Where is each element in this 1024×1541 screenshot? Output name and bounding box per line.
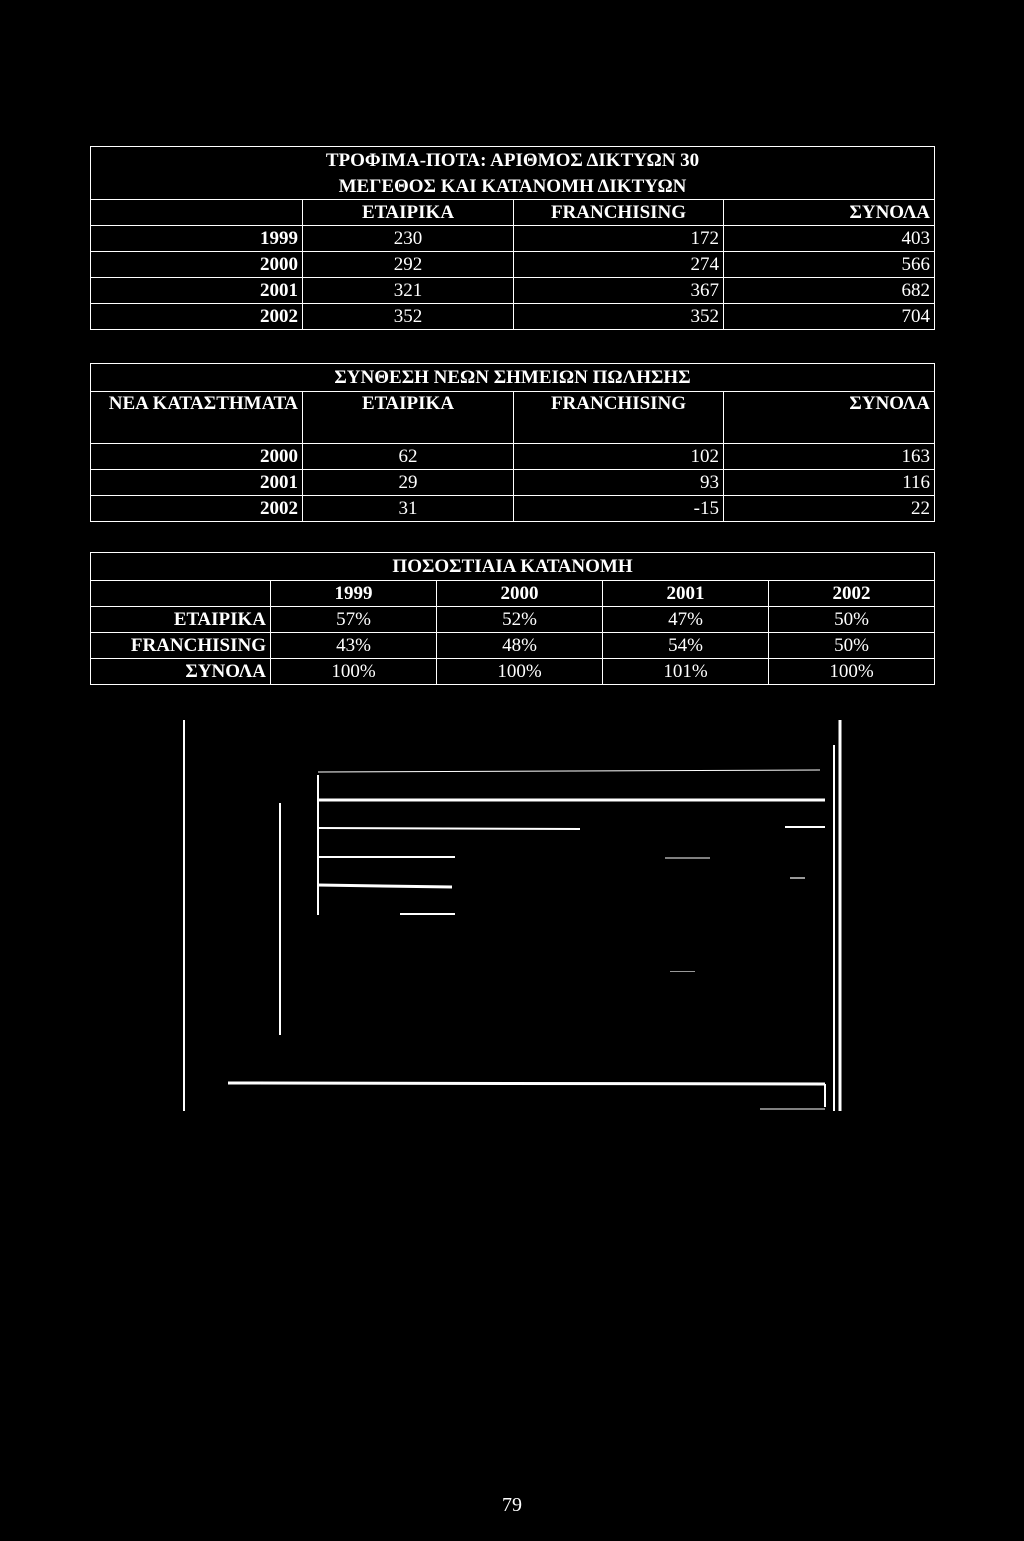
value-cell: 48% — [437, 633, 603, 659]
year-cell: 1999 — [91, 226, 303, 252]
year-cell: 2002 — [91, 304, 303, 330]
table-row — [91, 444, 935, 470]
value-cell: 93 — [514, 470, 724, 496]
table-row — [91, 633, 935, 659]
year-cell: 2000 — [91, 444, 303, 470]
row-label-cell: ΕΤΑΙΡΙΚΑ — [91, 607, 271, 633]
value-cell: 116 — [724, 470, 935, 496]
value-cell: 62 — [303, 444, 514, 470]
value-cell: 47% — [603, 607, 769, 633]
table-header-cell: FRANCHISING — [514, 200, 724, 226]
value-cell: 274 — [514, 252, 724, 278]
table3-header-row — [91, 581, 935, 607]
new-stores-row-header: ΝΕΑ ΚΑΤΑΣΤΗΜΑΤΑ — [91, 392, 303, 444]
value-cell: 172 — [514, 226, 724, 252]
value-cell: 352 — [303, 304, 514, 330]
page-number: 79 — [502, 1494, 522, 1516]
value-cell: 100% — [769, 659, 935, 685]
value-cell: 704 — [724, 304, 935, 330]
value-cell: 22 — [724, 496, 935, 522]
table-header-cell: 2001 — [603, 581, 769, 607]
value-cell: 352 — [514, 304, 724, 330]
table-row — [91, 278, 935, 304]
table-header-cell: 1999 — [271, 581, 437, 607]
value-cell: 54% — [603, 633, 769, 659]
row-label-cell: FRANCHISING — [91, 633, 271, 659]
table-header-cell: 2000 — [437, 581, 603, 607]
table-row — [91, 304, 935, 330]
year-cell: 2000 — [91, 252, 303, 278]
table2-header-row — [91, 392, 935, 444]
value-cell: 101% — [603, 659, 769, 685]
value-cell: 230 — [303, 226, 514, 252]
value-cell: 29 — [303, 470, 514, 496]
table-header-cell: ΕΤΑΙΡΙΚΑ — [303, 392, 514, 444]
table-row — [91, 252, 935, 278]
value-cell: 682 — [724, 278, 935, 304]
value-cell: 50% — [769, 607, 935, 633]
value-cell: 292 — [303, 252, 514, 278]
value-cell: -15 — [514, 496, 724, 522]
year-cell: 2001 — [91, 278, 303, 304]
table1-title-line1: ΤΡΟΦΙΜΑ-ΠΟΤΑ: ΑΡΙΘΜΟΣ ΔΙΚΤΥΩΝ 30 — [91, 147, 935, 175]
new-stores-table — [90, 363, 935, 522]
value-cell: 321 — [303, 278, 514, 304]
year-cell: 2002 — [91, 496, 303, 522]
value-cell: 52% — [437, 607, 603, 633]
value-cell: 566 — [724, 252, 935, 278]
year-cell: 2001 — [91, 470, 303, 496]
table-header-cell: FRANCHISING — [514, 392, 724, 444]
table-row — [91, 470, 935, 496]
row-label-cell: ΣΥΝΟΛΑ — [91, 659, 271, 685]
table-row — [91, 659, 935, 685]
table2-title: ΣΥΝΘΕΣΗ ΝΕΩΝ ΣΗΜΕΙΩΝ ΠΩΛΗΣΗΣ — [91, 364, 935, 392]
value-cell: 102 — [514, 444, 724, 470]
value-cell: 50% — [769, 633, 935, 659]
table-header-cell: 2002 — [769, 581, 935, 607]
chart-remnant-graphic — [180, 715, 845, 1115]
table-header-cell: ΣΥΝΟΛΑ — [724, 200, 935, 226]
value-cell: 367 — [514, 278, 724, 304]
value-cell: 31 — [303, 496, 514, 522]
table-header-cell — [91, 581, 271, 607]
table3-title: ΠΟΣΟΣΤΙΑΙΑ ΚΑΤΑΝΟΜΗ — [91, 553, 935, 581]
table1-header-row — [91, 200, 935, 226]
value-cell: 43% — [271, 633, 437, 659]
table-header-cell: ΕΤΑΙΡΙΚΑ — [303, 200, 514, 226]
value-cell: 100% — [437, 659, 603, 685]
network-size-table — [90, 146, 935, 330]
table-header-cell: ΣΥΝΟΛΑ — [724, 392, 935, 444]
table1-title-line2: ΜΕΓΕΘΟΣ ΚΑΙ ΚΑΤΑΝΟΜΗ ΔΙΚΤΥΩΝ — [91, 174, 935, 200]
table-header-cell — [91, 200, 303, 226]
value-cell: 57% — [271, 607, 437, 633]
value-cell: 100% — [271, 659, 437, 685]
percentage-distribution-table — [90, 552, 935, 685]
table-row — [91, 496, 935, 522]
table-row — [91, 607, 935, 633]
value-cell: 403 — [724, 226, 935, 252]
value-cell: 163 — [724, 444, 935, 470]
table-row — [91, 226, 935, 252]
